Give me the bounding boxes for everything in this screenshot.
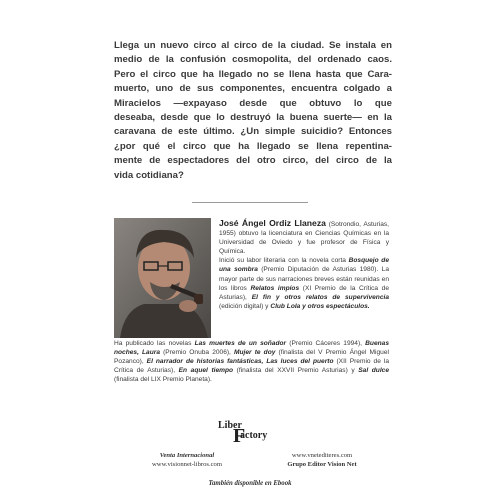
blurb-line: medio de la confusión cosmopolita, del ordenado caos. <box>114 54 392 66</box>
blurb-line: Pero el circo que ha llegado no se llena hasta que Cara- <box>114 68 392 80</box>
bio-text: (finalista del LIX Premio Planeta). <box>114 376 212 384</box>
blurb-line: ¿por qué el circo que ha llegado se llena repentina- <box>114 140 392 152</box>
international-sales-url[interactable]: www.visionnet-libros.com <box>152 460 222 468</box>
bio-text: (XII Premio de la Crítica de Asturias), <box>114 358 389 375</box>
bio-text: (edición digital) y <box>219 302 271 310</box>
logo-f-letter: F <box>233 425 246 447</box>
book-title: Las muertes de un soñador <box>194 340 287 347</box>
blurb-line: muerto, uno de sus componentes, encuentra colgado a <box>114 83 392 95</box>
logo-liber-text: Liber <box>218 420 242 431</box>
book-title: En aquel tiempo <box>178 367 234 375</box>
bio-text: Inició su labor literaria con la novela corta <box>219 257 349 265</box>
book-title: Sal dulce <box>358 367 389 375</box>
bio-text: (finalista del XXVII Premio Asturias) y <box>233 367 359 375</box>
publisher-url[interactable]: www.vnetediteres.com <box>291 452 353 459</box>
blurb-line: caravana de este último. ¿Un simple suicidio? Entonces <box>114 126 392 138</box>
author-name: José Ángel Ordiz Llaneza <box>219 218 326 228</box>
book-title: El fin y otros relatos de supervivencia <box>251 293 389 301</box>
book-title: Bosquejo de una sombra <box>219 257 389 274</box>
section-divider <box>192 202 308 203</box>
bio-text: (Sotrondio, Asturias, 1955) obtuvo la licenciatura en Ciencias Químicas en la Universidad de Oviedo y fue profesor de Física y Química. <box>219 221 389 256</box>
blurb-line: vida cotidiana? <box>114 169 184 181</box>
bio-text: Ha publicado las novelas <box>114 340 195 347</box>
bio-text: (Premio Onuba 2006), <box>159 349 234 357</box>
book-title: El narrador de historias fantásticas, Las luces del puerto <box>146 358 334 366</box>
author-photo <box>114 218 211 338</box>
publisher-group-name: Grupo Editor Vision Net <box>287 460 357 468</box>
author-bio <box>219 219 389 311</box>
bio-text: (Premio Cáceres 1994), <box>286 340 366 347</box>
bio-text: (finalista del V Premio Ángel Miguel Pozanco), <box>114 349 389 366</box>
ebook-availability: También disponible en Ebook <box>208 480 292 487</box>
bio-text: (Premio Diputación de Asturias 1980). La mayor parte de sus narraciones breves están reunidas en los libros <box>219 266 389 292</box>
blurb-line: mente de espectadores del otro circo, del circo de la <box>114 155 392 167</box>
logo-factory-text: actory <box>240 430 268 441</box>
back-cover-blurb <box>114 39 392 183</box>
author-bio-continued <box>114 339 389 384</box>
book-title: Buenas noches, Laura <box>114 340 389 357</box>
footer-right <box>272 452 372 469</box>
bio-paragraph <box>219 256 389 311</box>
book-title: Mujer te doy <box>234 349 276 357</box>
bio-paragraph <box>219 219 389 256</box>
blurb-line: Llega un nuevo circo al circo de la ciudad. Se instala en <box>114 40 392 51</box>
international-sales-label: Venta Internacional <box>159 452 215 459</box>
book-title: Club Lola y otros espectáculos. <box>270 302 370 310</box>
blurb-line: deseaba, desde que lo destruyó la buena suerte— en la <box>114 112 392 124</box>
footer-left <box>142 452 232 469</box>
bio-text: (XI Premio de la Crítica de Asturias), <box>219 284 389 301</box>
book-title: Relatos impíos <box>250 284 300 292</box>
blurb-line: Miracielos —expayaso desde que obtuvo lo que <box>114 97 392 109</box>
